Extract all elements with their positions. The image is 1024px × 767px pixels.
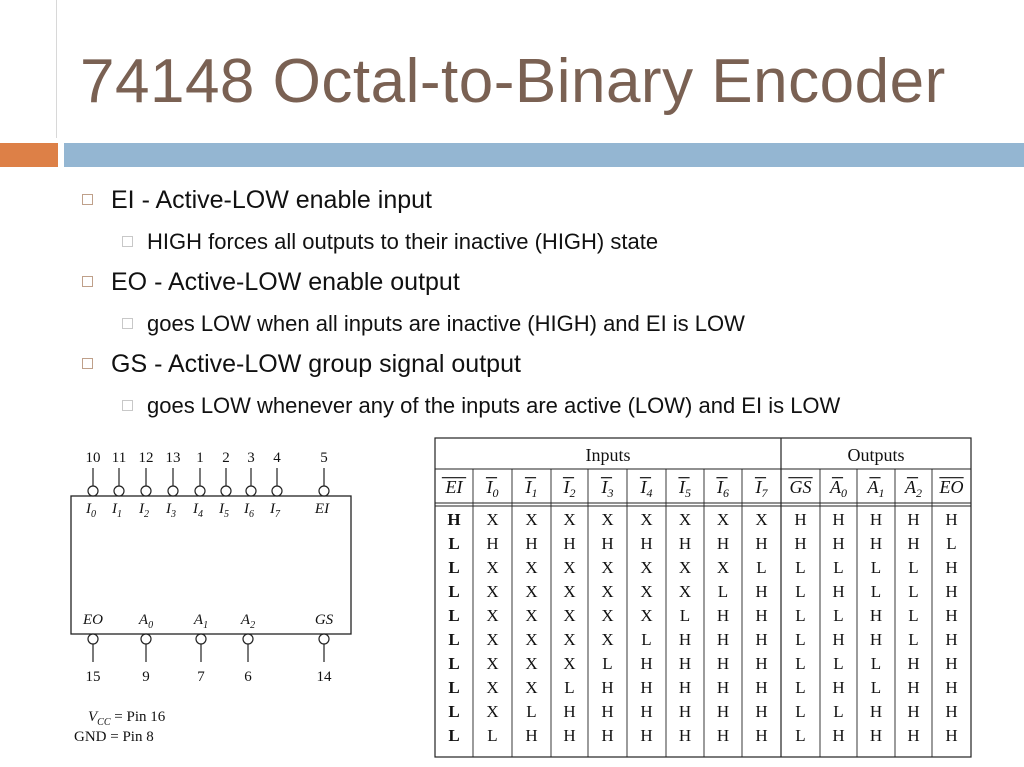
bullet-eo-text: EO - Active-LOW enable output [111, 268, 460, 296]
table-cell: X [640, 606, 653, 625]
table-cell: H [716, 630, 730, 649]
sub-bullet-eo-text: goes LOW when all inputs are inactive (HIGH) and EI is LOW [147, 311, 745, 336]
bullet-square-icon [82, 358, 93, 369]
column-header: $I_7$ [755, 477, 768, 500]
table-cell: H [563, 726, 576, 745]
table-cell: X [525, 678, 538, 697]
table-cell: H [678, 726, 692, 745]
bullet-gs [82, 350, 521, 379]
sub-bullet-ei [122, 229, 658, 255]
bottom-pin-label: $A_2$ [240, 612, 256, 631]
table-cell: H [945, 630, 958, 649]
table-cell: H [525, 726, 538, 745]
table-cell: H [945, 510, 958, 529]
table-cell: L [795, 702, 806, 721]
table-cell: L [870, 558, 882, 577]
table-cell: X [640, 510, 653, 529]
table-cell: X [525, 582, 538, 601]
top-pin-number: 10 [85, 450, 101, 466]
table-cell: X [525, 558, 538, 577]
table-cell: H [678, 702, 692, 721]
table-cell: X [486, 630, 499, 649]
table-cell: L [795, 678, 806, 697]
top-pin-label: $I_5$ [219, 501, 229, 520]
table-cell: L [448, 726, 460, 745]
table-cell: L [833, 558, 844, 577]
table-cell: H [755, 606, 768, 625]
vcc-note: $V_{CC}$ = Pin 16 [88, 709, 166, 728]
table-cell: X [563, 582, 576, 601]
table-cell: H [832, 582, 845, 601]
inversion-bubble [88, 634, 98, 644]
table-cell: X [563, 606, 576, 625]
gnd-note: GND = Pin 8 [74, 729, 154, 745]
table-cell: H [716, 654, 730, 673]
table-cell: H [907, 534, 920, 553]
table-cell: X [563, 654, 576, 673]
inversion-bubble [141, 486, 151, 496]
table-cell: X [525, 510, 538, 529]
top-pin-number: 3 [247, 450, 255, 466]
table-cell: X [563, 558, 576, 577]
table-cell: H [945, 558, 958, 577]
inversion-bubble [221, 486, 231, 496]
table-cell: L [908, 558, 919, 577]
table-cell: H [716, 702, 730, 721]
truth-table [434, 437, 984, 759]
inputs-header: Inputs [585, 445, 631, 465]
sub-bullet-gs-text: goes LOW whenever any of the inputs are active (LOW) and EI is LOW [147, 393, 841, 418]
table-cell: X [640, 582, 653, 601]
table-cell: H [869, 702, 883, 721]
bottom-pin-number: 6 [244, 669, 252, 685]
inversion-bubble [272, 486, 282, 496]
column-header: EO [939, 477, 964, 497]
table-cell: L [641, 630, 652, 649]
sub-bullet-eo [122, 311, 745, 337]
top-pin-label: $I_3$ [166, 501, 176, 520]
table-cell: H [678, 630, 692, 649]
table-cell: L [448, 606, 460, 625]
table-cell: X [486, 558, 499, 577]
table-cell: H [640, 726, 653, 745]
table-cell: H [907, 678, 920, 697]
table-cell: H [869, 606, 883, 625]
table-cell: X [563, 510, 576, 529]
column-header: $I_0$ [486, 477, 499, 500]
table-cell: L [833, 654, 844, 673]
table-cell: L [448, 630, 460, 649]
sub-bullet-square-icon [122, 236, 133, 247]
sub-bullet-square-icon [122, 400, 133, 411]
table-cell: L [487, 726, 498, 745]
table-cell: H [869, 510, 883, 529]
bottom-pin-number: 14 [316, 669, 332, 685]
table-cell: X [678, 510, 692, 529]
table-cell: H [945, 726, 958, 745]
table-cell: L [908, 582, 919, 601]
table-cell: L [526, 702, 537, 721]
table-cell: H [601, 678, 614, 697]
top-pin-number: 4 [273, 450, 281, 466]
top-pin-label: $I_7$ [270, 501, 280, 520]
table-cell: H [563, 534, 576, 553]
table-cell: H [832, 510, 845, 529]
table-cell: H [945, 606, 958, 625]
table-cell: X [716, 510, 730, 529]
table-cell: H [832, 678, 845, 697]
table-cell: L [448, 678, 460, 697]
table-cell: X [601, 630, 614, 649]
table-cell: H [716, 678, 730, 697]
column-header: GS [789, 477, 812, 497]
bullet-ei [82, 186, 432, 215]
top-pin-label: $I_4$ [193, 501, 203, 520]
table-cell: L [795, 606, 806, 625]
table-cell: H [755, 678, 768, 697]
table-cell: L [448, 702, 460, 721]
table-cell: X [525, 606, 538, 625]
table-cell: L [833, 606, 844, 625]
bullet-square-icon [82, 194, 93, 205]
table-cell: H [907, 702, 920, 721]
table-cell: X [716, 558, 730, 577]
table-cell: L [795, 582, 806, 601]
table-cell: H [678, 654, 692, 673]
table-cell: L [564, 678, 575, 697]
table-cell: H [945, 654, 958, 673]
outputs-header: Outputs [847, 445, 905, 465]
table-cell: X [563, 630, 576, 649]
table-cell: L [448, 654, 460, 673]
encoder-logic-symbol [66, 440, 366, 750]
inversion-bubble [195, 486, 205, 496]
table-cell: H [563, 702, 576, 721]
top-pin-number: 5 [320, 450, 328, 466]
table-cell: L [833, 702, 844, 721]
table-cell: H [678, 534, 692, 553]
bullet-square-icon [82, 276, 93, 287]
table-cell: H [716, 726, 730, 745]
table-cell: L [448, 558, 460, 577]
column-header: $I_1$ [525, 477, 538, 500]
table-cell: L [602, 654, 613, 673]
table-cell: H [755, 582, 768, 601]
title-left-rule [56, 0, 57, 138]
table-cell: X [678, 558, 692, 577]
table-cell: X [486, 582, 499, 601]
table-cell: L [795, 558, 806, 577]
column-header: $I_2$ [563, 477, 576, 500]
top-pin-number: 11 [111, 450, 127, 466]
table-cell: H [640, 534, 653, 553]
table-cell: H [907, 510, 920, 529]
table-cell: H [716, 606, 730, 625]
top-pin-label: $I_1$ [112, 501, 122, 520]
table-cell: H [869, 534, 883, 553]
top-pin-number: 13 [165, 450, 181, 466]
table-cell: H [640, 702, 653, 721]
table-cell: H [755, 654, 768, 673]
table-cell: X [486, 678, 499, 697]
table-cell: H [755, 702, 768, 721]
table-cell: H [716, 534, 730, 553]
bottom-pin-number: 7 [197, 669, 205, 685]
column-header: $I_6$ [717, 477, 729, 500]
table-cell: H [794, 510, 807, 529]
table-cell: X [486, 510, 499, 529]
truth-table-svg [434, 437, 984, 759]
inversion-bubble [319, 634, 329, 644]
inversion-bubble [114, 486, 124, 496]
table-cell: L [870, 582, 882, 601]
table-cell: H [832, 534, 845, 553]
table-cell: H [678, 678, 692, 697]
table-cell: X [678, 582, 692, 601]
top-pin-number: 1 [196, 450, 204, 466]
table-cell: L [756, 558, 767, 577]
table-cell: H [832, 630, 845, 649]
bottom-pin-number: 9 [142, 669, 150, 685]
top-pin-number: 12 [138, 450, 154, 466]
table-cell: L [448, 582, 460, 601]
table-cell: L [679, 606, 691, 625]
column-header: $A_2$ [905, 477, 922, 500]
inversion-bubble [168, 486, 178, 496]
table-cell: H [640, 654, 653, 673]
inversion-bubble [88, 486, 98, 496]
table-cell: H [907, 654, 920, 673]
accent-bar-orange [0, 143, 58, 167]
table-cell: H [869, 726, 883, 745]
encoder-logic-symbol-svg [66, 440, 366, 750]
table-cell: H [794, 534, 807, 553]
top-pin-label: $I_0$ [86, 501, 96, 520]
table-cell: H [601, 726, 614, 745]
sub-bullet-gs [122, 393, 840, 419]
table-cell: X [640, 558, 653, 577]
table-cell: X [601, 510, 614, 529]
top-pin-label: EI [314, 501, 330, 517]
table-cell: H [945, 678, 958, 697]
column-header: $I_3$ [601, 477, 614, 500]
table-cell: X [755, 510, 768, 529]
column-header: EI [445, 477, 463, 497]
accent-bar-blue [64, 143, 1024, 167]
table-cell: X [601, 558, 614, 577]
table-cell: L [717, 582, 729, 601]
table-cell: L [908, 606, 919, 625]
bottom-pin-label: GS [314, 612, 334, 628]
table-cell: H [447, 510, 461, 529]
column-header: $A_1$ [867, 477, 885, 500]
table-cell: H [525, 534, 538, 553]
table-cell: L [870, 654, 882, 673]
table-cell: X [486, 606, 499, 625]
table-cell: H [907, 726, 920, 745]
inversion-bubble [196, 634, 206, 644]
table-cell: H [945, 702, 958, 721]
top-pin-label: $I_2$ [139, 501, 149, 520]
table-cell: H [601, 534, 614, 553]
table-cell: L [870, 678, 882, 697]
sub-bullet-ei-text: HIGH forces all outputs to their inactive (HIGH) state [147, 229, 659, 254]
table-cell: H [945, 582, 958, 601]
inversion-bubble [141, 634, 151, 644]
table-cell: H [486, 534, 499, 553]
table-cell: L [795, 654, 806, 673]
column-header: $I_4$ [640, 477, 653, 500]
table-cell: H [869, 630, 883, 649]
inversion-bubble [246, 486, 256, 496]
table-cell: H [755, 534, 768, 553]
column-header: $I_5$ [679, 477, 691, 500]
table-cell: L [795, 726, 806, 745]
table-cell: H [601, 702, 614, 721]
sub-bullet-square-icon [122, 318, 133, 329]
table-cell: H [640, 678, 653, 697]
table-cell: H [832, 726, 845, 745]
inversion-bubble [319, 486, 329, 496]
top-pin-label: $I_6$ [244, 501, 254, 520]
table-cell: X [486, 702, 499, 721]
column-header: $A_0$ [830, 477, 847, 500]
table-cell: X [601, 606, 614, 625]
table-cell: L [795, 630, 806, 649]
table-border [435, 438, 971, 757]
table-cell: H [755, 630, 768, 649]
bottom-pin-label: EO [83, 612, 103, 628]
slide-title: 74148 Octal-to-Binary Encoder [80, 47, 946, 116]
inversion-bubble [243, 634, 253, 644]
bullet-ei-text: EI - Active-LOW enable input [111, 186, 432, 214]
top-pin-number: 2 [222, 450, 230, 466]
table-cell: X [486, 654, 499, 673]
table-cell: L [908, 630, 919, 649]
table-cell: X [525, 630, 538, 649]
table-cell: H [755, 726, 768, 745]
bullet-gs-text: GS - Active-LOW group signal output [111, 350, 521, 378]
bottom-pin-label: $A_0$ [138, 612, 154, 631]
bullet-eo [82, 268, 460, 297]
table-cell: X [601, 582, 614, 601]
bottom-pin-number: 15 [85, 669, 101, 685]
table-cell: X [525, 654, 538, 673]
table-cell: L [946, 534, 957, 553]
bottom-pin-label: $A_1$ [193, 612, 209, 631]
table-cell: L [448, 534, 460, 553]
